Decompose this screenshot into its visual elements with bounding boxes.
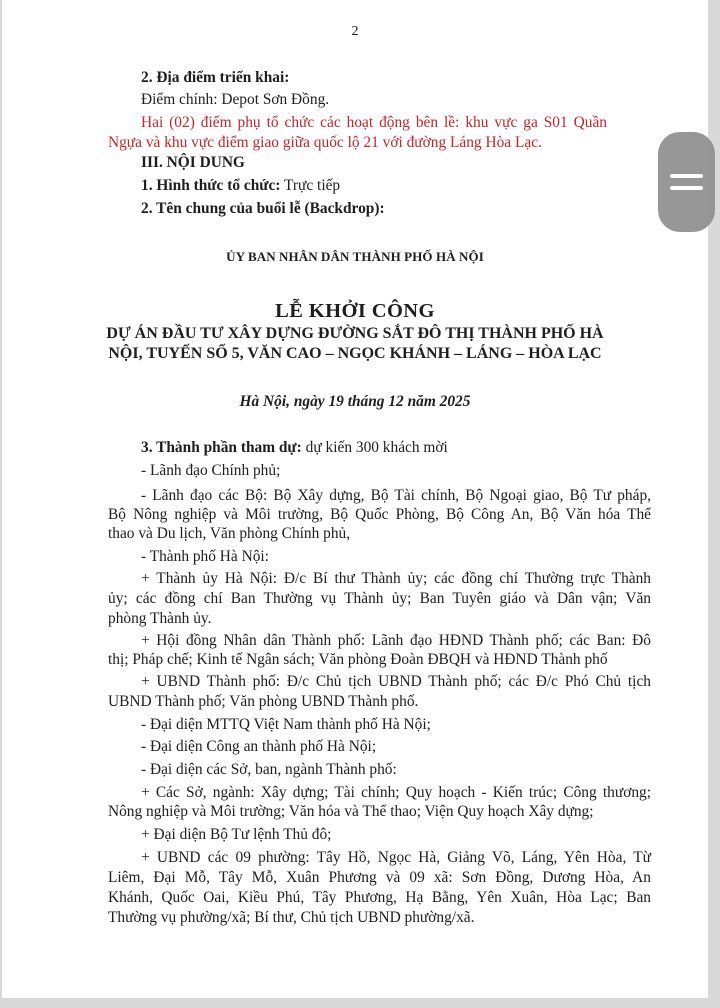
location-heading [141,68,289,88]
format-value: Trực tiếp [280,177,341,194]
participant-line: Khánh, Quốc Oai, Kiều Phú, Tây Phương, Hạ Bằng, Yên Xuân, Hòa Lạc; Ban [108,889,651,906]
participant-line: thị; Pháp chế; Kinh tế Ngân sách; Văn phòng Đoàn ĐBQH và HĐND Thành phố [108,651,608,668]
scroll-handle-button[interactable] [658,132,715,232]
location-heading-number: 2. [141,69,157,86]
participant-line: - Đại diện Công an thành phố Hà Nội; [141,738,377,755]
main-location: Điểm chính: Depot Sơn Đồng. [141,91,330,108]
participant-line: Liêm, Đại Mỗ, Tây Mỗ, Xuân Phương và 09 xã: Sơn Đồng, Dương Hòa, An [108,869,651,886]
backdrop-subtitle-line-2: NỘI, TUYẾN SỐ 5, VĂN CAO – NGỌC KHÁNH – LÁNG – HÒA LẠC [108,345,602,362]
participant-line: - Lãnh đạo Chính phủ; [141,462,281,479]
backdrop-title: LỄ KHỞI CÔNG [275,300,435,322]
backdrop-org: ỦY BAN NHÂN DÂN THÀNH PHỐ HÀ NỘI [226,249,484,264]
participants-value: dự kiến 300 khách mời [301,439,448,456]
page-number: 2 [351,24,359,39]
participant-line: Bộ Nông nghiệp và Môi trường, Bộ Quốc Phòng, Bộ Công An, Bộ Văn hóa Thể [108,506,651,523]
participants-line [141,438,448,458]
backdrop-heading: 2. Tên chung của buổi lễ (Backdrop): [141,200,385,217]
participant-line: UBND Thành phố; Văn phòng UBND Thành phố. [108,693,419,710]
participant-line: + Hội đồng Nhân dân Thành phố: Lãnh đạo HĐND Thành phố; các Ban: Đô [141,632,651,649]
participant-line: Nông nghiệp và Môi trường; Văn hóa và Thể thao; Viện Quy hoạch Xây dựng; [108,803,594,820]
participant-line: thao và Du lịch, Văn phòng Chính phủ, [108,525,351,542]
content-heading: III. NỘI DUNG [141,154,245,171]
participants-label: 3. Thành phần tham dự: [141,439,302,456]
format-line [141,176,340,196]
participant-line: - Lãnh đạo các Bộ: Bộ Xây dựng, Bộ Tài chính, Bộ Ngoại giao, Bộ Tư pháp, [141,487,651,504]
side-location-line-1: Hai (02) điểm phụ tổ chức các hoạt động bên lề: khu vực ga S01 Quần [141,114,607,131]
participant-line: - Đại diện MTTQ Việt Nam thành phố Hà Nội; [141,716,431,733]
participant-line: + Đại diện Bộ Tư lệnh Thủ đô; [141,826,332,843]
backdrop-subtitle-line-1: DỰ ÁN ĐẦU TƯ XÂY DỰNG ĐƯỜNG SẮT ĐÔ THỊ THÀNH PHỐ HÀ [106,325,604,342]
participant-line: + Thành ủy Hà Nội: Đ/c Bí thư Thành ủy; các đồng chí Thường trực Thành [141,570,651,587]
participant-line: + UBND các 09 phường: Tây Hồ, Ngọc Hà, Giảng Võ, Láng, Yên Hòa, Từ [141,849,651,866]
participant-line: Thường vụ phường/xã; Bí thư, Chủ tịch UBND phường/xã. [108,909,475,926]
format-label: 1. Hình thức tổ chức: [141,177,281,194]
document-page [2,0,708,998]
location-heading-text: Địa điểm triển khai: [156,69,290,86]
participant-line: - Thành phố Hà Nội: [141,548,269,565]
participant-line: phòng Thành ủy. [108,610,212,627]
participant-line: ủy; các đồng chí Ban Thường vụ Thành ủy; Ban Tuyên giáo và Dân vận; Văn [108,590,651,607]
participant-line: + UBND Thành phố: Đ/c Chủ tịch UBND Thành phố; các Đ/c Phó Chủ tịch [141,673,651,690]
backdrop-date: Hà Nội, ngày 19 tháng 12 năm 2025 [239,393,471,410]
side-location-line-2: Ngựa và khu vực điểm giao giữa quốc lộ 21 với đường Láng Hòa Lạc. [108,134,542,151]
participant-line: + Các Sở, ngành: Xây dựng; Tài chính; Quy hoạch - Kiến trúc; Công thương; [141,784,651,801]
participant-line: - Đại diện các Sở, ban, ngành Thành phố: [141,761,397,778]
